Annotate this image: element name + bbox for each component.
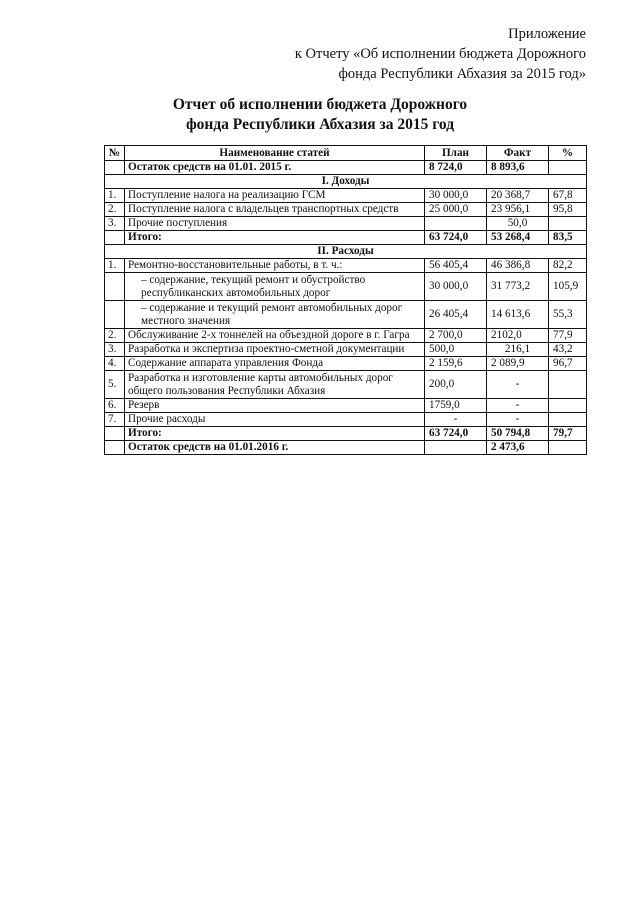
row-plan <box>425 217 487 231</box>
header-plan: План <box>425 146 487 161</box>
opening-name: Остаток средств на 01.01. 2015 г. <box>125 161 425 175</box>
table-row-income-total <box>105 231 587 245</box>
table-row <box>105 371 587 399</box>
row-num: 3. <box>105 343 125 357</box>
document-title <box>0 95 640 135</box>
table-row-income-header <box>105 175 587 189</box>
row-pct: 95,8 <box>549 203 587 217</box>
title-line-2: фонда Республики Абхазия за 2015 год <box>185 116 455 133</box>
row-name: – содержание и текущий ремонт автомобильных дорог местного значения <box>125 301 425 329</box>
row-fact: 23 956,1 <box>487 203 549 217</box>
table-row <box>105 273 587 301</box>
row-plan: 26 405,4 <box>425 301 487 329</box>
row-name: Поступление налога с владельцев транспортных средств <box>125 203 425 217</box>
row-name: Поступление налога на реализацию ГСМ <box>125 189 425 203</box>
table-row <box>105 203 587 217</box>
table-row-opening <box>105 161 587 175</box>
table-row <box>105 329 587 343</box>
table-row <box>105 399 587 413</box>
table-row <box>105 301 587 329</box>
row-name: Прочие поступления <box>125 217 425 231</box>
table-row-closing <box>105 441 587 455</box>
row-num: 6. <box>105 399 125 413</box>
closing-fact: 2 473,6 <box>487 441 549 455</box>
opening-fact: 8 893,6 <box>487 161 549 175</box>
row-num: 2. <box>105 329 125 343</box>
row-name: Прочие расходы <box>125 413 425 427</box>
expense-total-fact: 50 794,8 <box>487 427 549 441</box>
income-total-label: Итого: <box>125 231 425 245</box>
income-total-plan: 63 724,0 <box>425 231 487 245</box>
row-pct <box>549 217 587 231</box>
row-num: 3. <box>105 217 125 231</box>
table-row <box>105 357 587 371</box>
row-plan: 500,0 <box>425 343 487 357</box>
appendix-line-2: к Отчету «Об исполнении бюджета Дорожного <box>294 46 586 62</box>
expense-section-title: II. Расходы <box>105 245 587 259</box>
row-name: Разработка и экспертиза проектно-сметной документации <box>125 343 425 357</box>
row-pct: 105,9 <box>549 273 587 301</box>
header-fact: Факт <box>487 146 549 161</box>
row-num: 4. <box>105 357 125 371</box>
row-pct: 55,3 <box>549 301 587 329</box>
row-pct: 67,8 <box>549 189 587 203</box>
row-fact: - <box>487 371 549 399</box>
row-pct: 77,9 <box>549 329 587 343</box>
row-fact: 50,0 <box>487 217 549 231</box>
table-row <box>105 413 587 427</box>
table-row <box>105 217 587 231</box>
income-section-title: I. Доходы <box>105 175 587 189</box>
row-fact: 2 089,9 <box>487 357 549 371</box>
row-pct: 43,2 <box>549 343 587 357</box>
row-name: Резерв <box>125 399 425 413</box>
row-name: Ремонтно-восстановительные работы, в т. ч.: <box>125 259 425 273</box>
row-num <box>105 273 125 301</box>
row-fact: - <box>487 413 549 427</box>
budget-table <box>104 145 587 455</box>
row-plan: 2 159,6 <box>425 357 487 371</box>
row-num: 1. <box>105 189 125 203</box>
row-fact: 216,1 <box>487 343 549 357</box>
opening-plan: 8 724,0 <box>425 161 487 175</box>
income-total-fact: 53 268,4 <box>487 231 549 245</box>
row-num: 7. <box>105 413 125 427</box>
row-pct <box>549 413 587 427</box>
row-name: Обслуживание 2-х тоннелей на объездной дороге в г. Гагра <box>125 329 425 343</box>
row-fact: - <box>487 399 549 413</box>
row-num: 5. <box>105 371 125 399</box>
row-fact: 31 773,2 <box>487 273 549 301</box>
row-num: 2. <box>105 203 125 217</box>
appendix-line-3: фонда Республики Абхазия за 2015 год» <box>338 66 586 82</box>
row-pct: 82,2 <box>549 259 587 273</box>
expense-total-pct: 79,7 <box>549 427 587 441</box>
row-plan: 25 000,0 <box>425 203 487 217</box>
row-plan: 200,0 <box>425 371 487 399</box>
header-name: Наименование статей <box>125 146 425 161</box>
table-row-expense-total <box>105 427 587 441</box>
row-pct: 96,7 <box>549 357 587 371</box>
header-num: № <box>105 146 125 161</box>
expense-total-plan: 63 724,0 <box>425 427 487 441</box>
row-fact: 2102,0 <box>487 329 549 343</box>
row-plan: 2 700,0 <box>425 329 487 343</box>
table-row-expense-header <box>105 245 587 259</box>
appendix-note <box>295 24 586 84</box>
row-fact: 14 613,6 <box>487 301 549 329</box>
closing-plan <box>425 441 487 455</box>
row-name: – содержание, текущий ремонт и обустройство республиканских автомобильных дорог <box>125 273 425 301</box>
row-name: Разработка и изготовление карты автомобильных дорог общего пользования Республики Абхазия <box>125 371 425 399</box>
table-row <box>105 343 587 357</box>
appendix-line-1: Приложение <box>508 26 586 42</box>
row-num: 1. <box>105 259 125 273</box>
title-line-1: Отчет об исполнении бюджета Дорожного <box>172 96 468 113</box>
header-pct: % <box>549 146 587 161</box>
row-plan: 30 000,0 <box>425 189 487 203</box>
table-row <box>105 259 587 273</box>
row-pct <box>549 399 587 413</box>
row-plan: 30 000,0 <box>425 273 487 301</box>
row-fact: 20 368,7 <box>487 189 549 203</box>
row-fact: 46 386,8 <box>487 259 549 273</box>
row-plan: 56 405,4 <box>425 259 487 273</box>
table-row <box>105 189 587 203</box>
row-plan: 1759,0 <box>425 399 487 413</box>
row-name: Содержание аппарата управления Фонда <box>125 357 425 371</box>
row-pct <box>549 371 587 399</box>
row-num <box>105 301 125 329</box>
income-total-pct: 83,5 <box>549 231 587 245</box>
closing-name: Остаток средств на 01.01.2016 г. <box>125 441 425 455</box>
expense-total-label: Итого: <box>125 427 425 441</box>
row-plan: - <box>425 413 487 427</box>
